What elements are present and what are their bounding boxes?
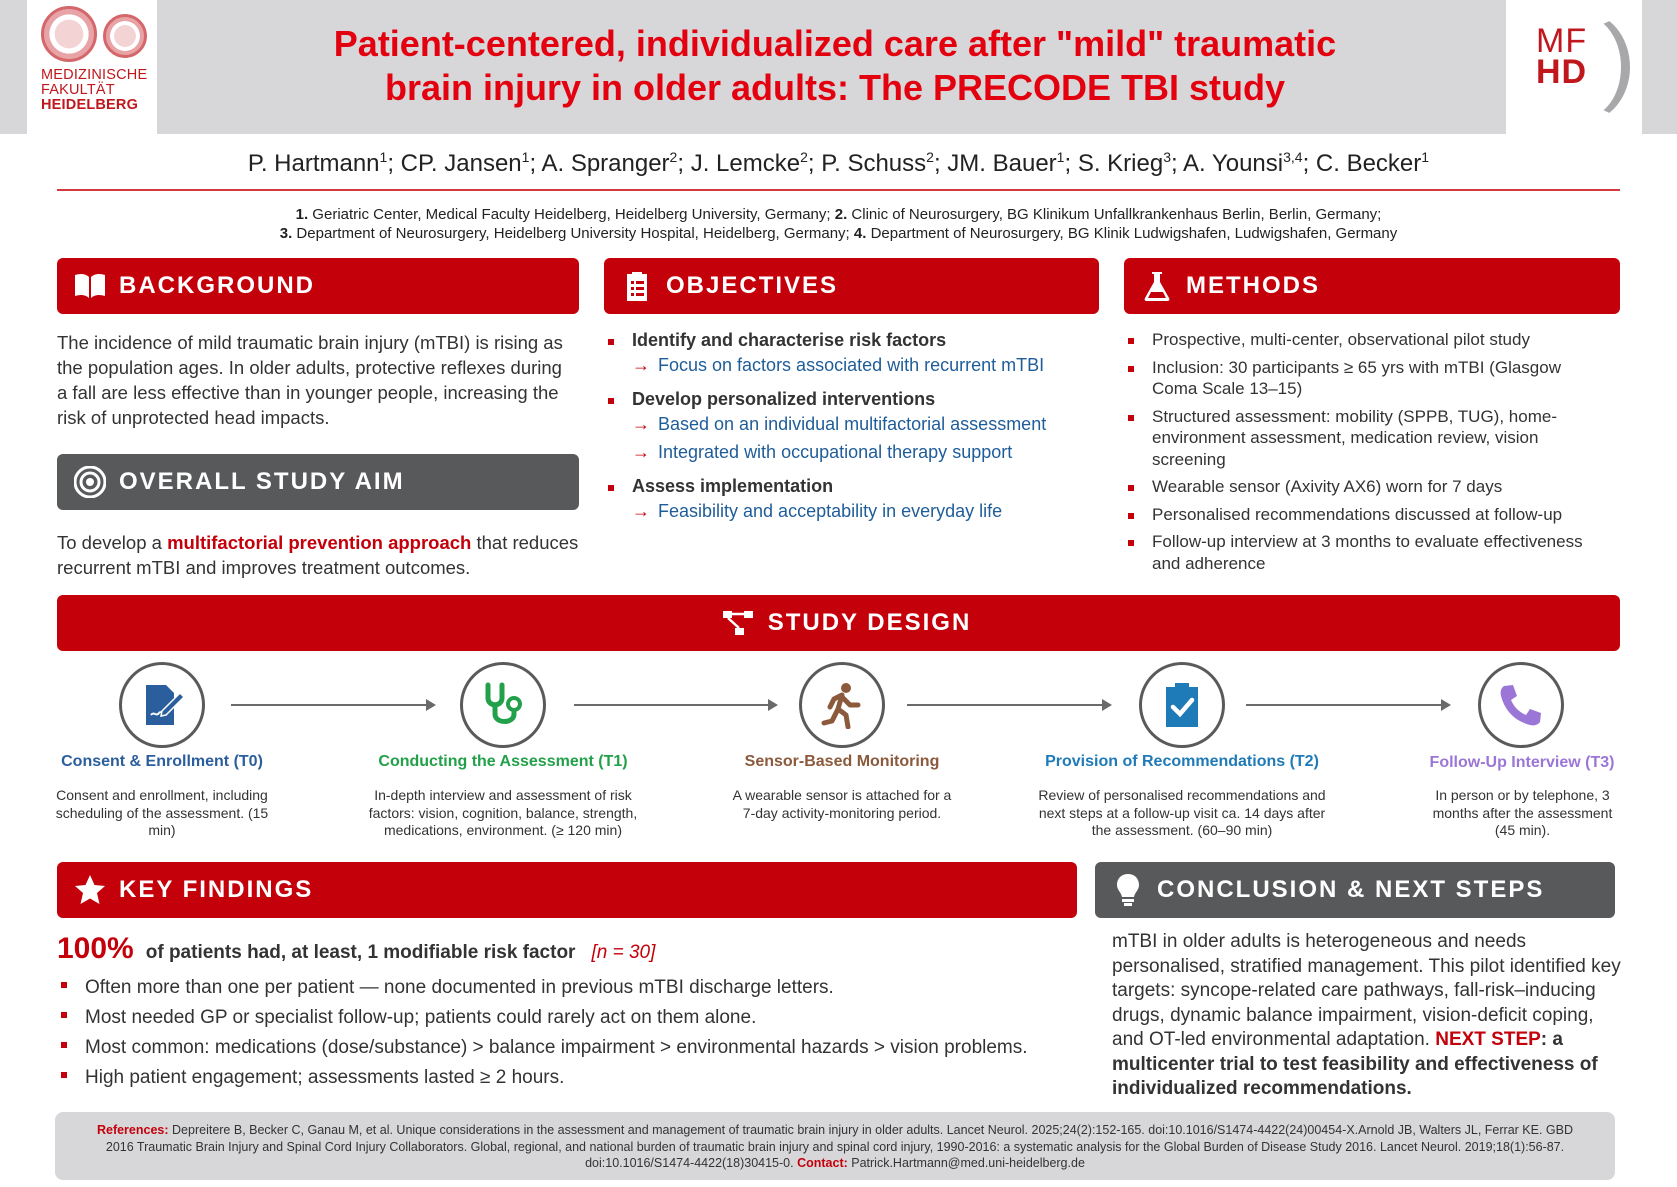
arrow-right-icon: → (632, 501, 650, 521)
step-3-circle (1139, 662, 1225, 748)
methods-heading: METHODS (1186, 272, 1320, 299)
methods-item: Structured assessment: mobility (SPPB, TUG), home-environment assessment, medication review, vision screening (1124, 406, 1604, 471)
author-name: P. Schuss (821, 150, 927, 177)
title-line2: brain injury in older adults: The PRECODE TBI study (384, 67, 1286, 108)
references-box (55, 1112, 1615, 1180)
objective-subitem (632, 351, 1104, 379)
study-design-heading: STUDY DESIGN (767, 609, 972, 636)
star-icon (71, 871, 109, 909)
conclusion-text: mTBI in older adults is heterogeneous and needs personalised, stratified management. This pilot identified key targets: syncope-related care pathways, fall-risk–inducing drugs, dynamic balance impairment, vision-deficit coping, and OT-led environmental adaptation. (1112, 931, 1621, 1050)
key-finding-item: Often more than one per patient — none documented in previous mTBI discharge letters. (57, 973, 1077, 1003)
methods-item: Personalised recommendations discussed at follow-up (1124, 504, 1604, 526)
header-divider (57, 189, 1620, 191)
step-arrow-1 (231, 704, 434, 706)
clipboard-list-icon (618, 267, 656, 305)
affil-num-4: 4. (853, 225, 867, 242)
arrow-right-icon: → (632, 355, 650, 375)
aim-text-after: that reduces recurrent mTBI and improves treatment outcomes. (57, 532, 579, 578)
affil-2: Clinic of Neurosurgery, BG Klinikum Unfallkrankenhaus Berlin, Berlin, Germany; (847, 206, 1382, 223)
objective-subitem-text: Feasibility and acceptability in everyday life (658, 501, 1003, 521)
references-text: Depreitere B, Becker C, Ganau M, et al. Unique considerations in the assessment and management of traumatic brain injury in older adults. Lancet Neurol. 2025;24(2):152-165. doi:10.1016/S1474-4422(24)00454-X.Arnold JB, Walters JL, Ferrar KE. GBD 2016 Traumatic Brain Injury and Spinal Cord Injury Collaborators. Global, regional, and national burden of traumatic brain injury and spinal cord injury, 1990-2016: a systematic analysis for the Global Burden of Disease Study 2016. Lancet Neurol. 2019;18(1):56-87. doi:10.1016/S1474-4422(18)30415-0. (105, 1123, 1574, 1170)
step-4-circle (1478, 662, 1564, 748)
next-step-text: : a multicenter trial to test feasibility and effectiveness of individualized recommendations. (1112, 1029, 1598, 1099)
step-4-title: Follow-Up Interview (T3) (1429, 754, 1615, 771)
step-arrow-3 (907, 704, 1110, 706)
conclusion-text-block (1112, 930, 1622, 1102)
background-text: The incidence of mild traumatic brain injury (mTBI) is rising as the population ages. In older adults, protective reflexes during a fall are less effective than in younger people, increasing the risk of unprotected head impacts. (57, 332, 563, 428)
study-aim-header (57, 454, 579, 510)
university-seal-icon (41, 6, 97, 62)
key-finding-lead-text: of patients had, at least, 1 modifiable risk factor (145, 942, 576, 963)
key-finding-lead (57, 932, 655, 966)
author-affiliation-number: 2 (800, 149, 808, 165)
medical-faculty-logo (27, 0, 157, 134)
study-aim-heading: OVERALL STUDY AIM (119, 468, 405, 495)
step-2-circle (799, 662, 885, 748)
key-findings-list (57, 973, 1077, 1093)
faculty-seal-icon (103, 14, 147, 58)
stethoscope-icon (478, 680, 528, 730)
key-findings-heading: KEY FINDINGS (119, 876, 314, 903)
step-0-desc: Consent and enrollment, including scheduling of the assessment. (15 min) (55, 787, 269, 838)
references-label: References: (96, 1123, 169, 1137)
author-name: C. Becker (1315, 150, 1422, 177)
author-affiliation-number: 2 (669, 149, 678, 165)
key-finding-item: Most common: medications (dose/substance) > balance impairment > environmental hazards > vision problems. (57, 1033, 1077, 1063)
affil-num-2: 2. (834, 206, 848, 223)
lightbulb-icon (1109, 871, 1147, 909)
target-icon (71, 463, 109, 501)
methods-item: Prospective, multi-center, observational pilot study (1124, 329, 1604, 351)
poster-title (170, 22, 1500, 110)
author-name: A. Spranger (541, 150, 670, 177)
edit-document-icon (138, 681, 186, 729)
mfhd-logo (1506, 0, 1642, 134)
key-finding-sample-size: [n = 30] (591, 942, 656, 963)
clipboard-check-icon (1162, 681, 1202, 729)
objectives-list (604, 330, 1104, 535)
step-1-title: Conducting the Assessment (T1) (378, 753, 628, 770)
author-name: S. Krieg (1077, 150, 1164, 177)
flowchart-icon (720, 604, 758, 642)
author-name: CP. Jansen (400, 150, 522, 177)
author-affiliation-number: 3,4 (1283, 149, 1303, 165)
affil-3: Department of Neurosurgery, Heidelberg University Hospital, Heidelberg, Germany; (292, 225, 854, 242)
key-finding-percent: 100% (57, 932, 134, 965)
step-2-desc: A wearable sensor is attached for a 7-day activity-monitoring period. (732, 787, 952, 821)
methods-item: Inclusion: 30 participants ≥ 65 yrs with mTBI (Glasgow Coma Scale 13–15) (1124, 357, 1604, 400)
step-arrow-2 (574, 704, 776, 706)
objective-subitem-text: Based on an individual multifactorial assessment (658, 414, 1047, 434)
affil-1: Geriatric Center, Medical Faculty Heidelberg, Heidelberg University, Germany; (308, 206, 835, 223)
author-affiliation-number: 1 (1421, 149, 1430, 165)
affiliations (0, 205, 1677, 243)
key-findings-header (57, 862, 1077, 918)
logo-text-line1: MEDIZINISCHE (41, 67, 148, 83)
step-0-circle (119, 662, 205, 748)
objective-subitem-text: Integrated with occupational therapy support (658, 442, 1013, 462)
conclusion-header (1095, 862, 1615, 918)
study-design-header (57, 595, 1620, 651)
step-2-title: Sensor-Based Monitoring (744, 753, 940, 770)
background-heading: BACKGROUND (119, 272, 315, 299)
author-name: J. Lemcke (690, 150, 801, 177)
title-line1: Patient-centered, individualized care after "mild" traumatic (333, 23, 1337, 64)
key-finding-item: Most needed GP or specialist follow-up; patients could rarely act on them alone. (57, 1003, 1077, 1033)
aim-highlight: multifactorial prevention approach (167, 532, 472, 553)
author-affiliation-number: 1 (1056, 149, 1065, 165)
step-1-circle (460, 662, 546, 748)
objective-subitem-text: Focus on factors associated with recurrent mTBI (658, 355, 1045, 375)
key-finding-item: High patient engagement; assessments lasted ≥ 2 hours. (57, 1063, 1077, 1093)
step-arrow-4 (1246, 704, 1449, 706)
phone-icon (1498, 682, 1544, 728)
flask-icon (1138, 267, 1176, 305)
author-name: JM. Bauer (947, 150, 1057, 177)
objectives-header (604, 258, 1099, 314)
affil-num-1: 1. (295, 206, 309, 223)
objective-title: Identify and characterise risk factors (632, 330, 947, 350)
arrow-right-icon: → (632, 414, 650, 434)
objective-title: Develop personalized interventions (632, 389, 936, 409)
running-person-icon (820, 681, 864, 729)
objective-item (604, 389, 1104, 466)
author-name: A. Younsi (1183, 150, 1284, 177)
logo-text-line3: HEIDELBERG (41, 97, 139, 113)
author-affiliation-number: 3 (1163, 149, 1171, 165)
study-aim-text (57, 530, 587, 580)
objective-title: Assess implementation (632, 476, 834, 496)
author-affiliation-number: 1 (379, 149, 388, 165)
logo-hd: HD (1536, 53, 1588, 91)
affil-num-3: 3. (279, 225, 293, 242)
affil-4: Department of Neurosurgery, BG Klinik Ludwigshafen, Ludwigshafen, Germany (866, 225, 1398, 242)
next-step-label: NEXT STEP (1435, 1029, 1541, 1050)
methods-header (1124, 258, 1620, 314)
objective-subitem (632, 438, 1104, 466)
arrow-right-icon: → (632, 442, 650, 462)
step-1-desc: In-depth interview and assessment of risk factors: vision, cognition, balance, strength, medications, environment. (≥ 120 min) (368, 787, 638, 838)
step-0-title: Consent & Enrollment (T0) (61, 753, 263, 770)
contact-label: Contact: (797, 1156, 848, 1170)
logo-text-line2: FAKULTÄT (41, 82, 115, 98)
objective-item (604, 330, 1104, 379)
objective-subitem (632, 497, 1104, 525)
objective-subitem (632, 410, 1104, 438)
background-header (57, 258, 579, 314)
methods-item: Wearable sensor (Axivity AX6) worn for 7 days (1124, 476, 1604, 498)
logo-mf: MF (1536, 22, 1588, 60)
poster-header (0, 0, 1677, 134)
author-affiliation-number: 2 (926, 149, 934, 165)
conclusion-heading: CONCLUSION & NEXT STEPS (1157, 876, 1545, 903)
author-name: P. Hartmann (247, 150, 380, 177)
open-book-icon (71, 267, 109, 305)
step-3-title: Provision of Recommendations (T2) (1045, 753, 1319, 770)
objective-item (604, 476, 1104, 525)
step-3-desc: Review of personalised recommendations and next steps at a follow-up visit ca. 14 days after the assessment. (60–90 min) (1038, 787, 1326, 838)
step-4-desc: In person or by telephone, 3 months after the assessment (45 min). (1432, 787, 1613, 838)
author-list: P. Hartmann$^1$; CP. Jansen$^1$; A. Spranger$^2$; J. Lemcke$^2$; P. Schuss$^2$; JM. Bauer$^1$; S. Krieg$^3$; A. Younsi$^{3,4}$; C. Becker$^1$ (247, 149, 1430, 177)
methods-item: Follow-up interview at 3 months to evaluate effectiveness and adherence (1124, 531, 1604, 574)
author-affiliation-number: 1 (521, 149, 530, 165)
objectives-heading: OBJECTIVES (666, 272, 839, 299)
aim-text-before: To develop a (57, 532, 168, 553)
contact-email[interactable]: Patrick.Hartmann@med.uni-heidelberg.de (847, 1156, 1085, 1170)
methods-list (1124, 329, 1604, 580)
